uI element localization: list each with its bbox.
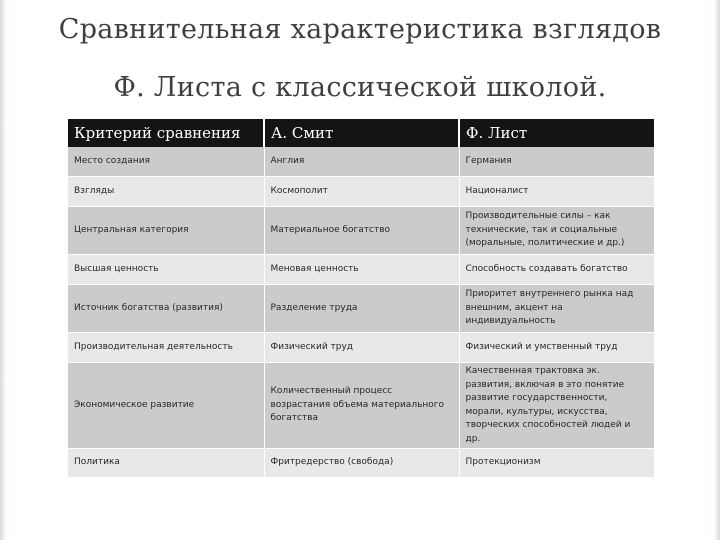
list-cell: Националист	[459, 177, 654, 207]
list-cell: Германия	[459, 147, 654, 177]
comparison-table	[68, 119, 654, 478]
table-row	[68, 449, 654, 478]
list-cell: Физический и умственный труд	[459, 333, 654, 363]
slide-title-line-2: Ф. Листа с классической школой.	[113, 72, 607, 103]
table-row	[68, 255, 654, 285]
criterion-cell: Высшая ценность	[68, 255, 264, 285]
criterion-cell: Политика	[68, 449, 264, 478]
criterion-cell: Источник богатства (развития)	[68, 285, 264, 333]
table-row	[68, 207, 654, 255]
list-cell: Протекционизм	[459, 449, 654, 478]
table-row	[68, 363, 654, 449]
table-row	[68, 177, 654, 207]
smith-cell: Количественный процесс возрастания объема материального богатства	[264, 363, 459, 449]
smith-cell: Меновая ценность	[264, 255, 459, 285]
table-row	[68, 147, 654, 177]
list-cell: Способность создавать богатство	[459, 255, 654, 285]
header-smith: А. Смит	[264, 119, 459, 147]
criterion-cell: Место создания	[68, 147, 264, 177]
smith-cell: Фритредерство (свобода)	[264, 449, 459, 478]
list-cell: Приоритет внутреннего рынка над внешним, акцент на индивидуальность	[459, 285, 654, 333]
smith-cell: Разделение труда	[264, 285, 459, 333]
header-criterion: Критерий сравнения	[68, 119, 264, 147]
list-cell: Производительные силы – как технические, так и социальные (моральные, политические и др.)	[459, 207, 654, 255]
criterion-cell: Производительная деятельность	[68, 333, 264, 363]
header-list: Ф. Лист	[459, 119, 654, 147]
smith-cell: Физический труд	[264, 333, 459, 363]
smith-cell: Космополит	[264, 177, 459, 207]
smith-cell: Англия	[264, 147, 459, 177]
criterion-cell: Экономическое развитие	[68, 363, 264, 449]
criterion-cell: Взгляды	[68, 177, 264, 207]
slide-title-line-1: Сравнительная характеристика взглядов	[58, 14, 662, 45]
table-row	[68, 285, 654, 333]
table-header	[68, 119, 654, 147]
smith-cell: Материальное богатство	[264, 207, 459, 255]
criterion-cell: Центральная категория	[68, 207, 264, 255]
table-row	[68, 333, 654, 363]
list-cell: Качественная трактовка эк. развития, включая в это понятие развитие государственности, морали, культуры, искусства, творческих способностей людей и др.	[459, 363, 654, 449]
